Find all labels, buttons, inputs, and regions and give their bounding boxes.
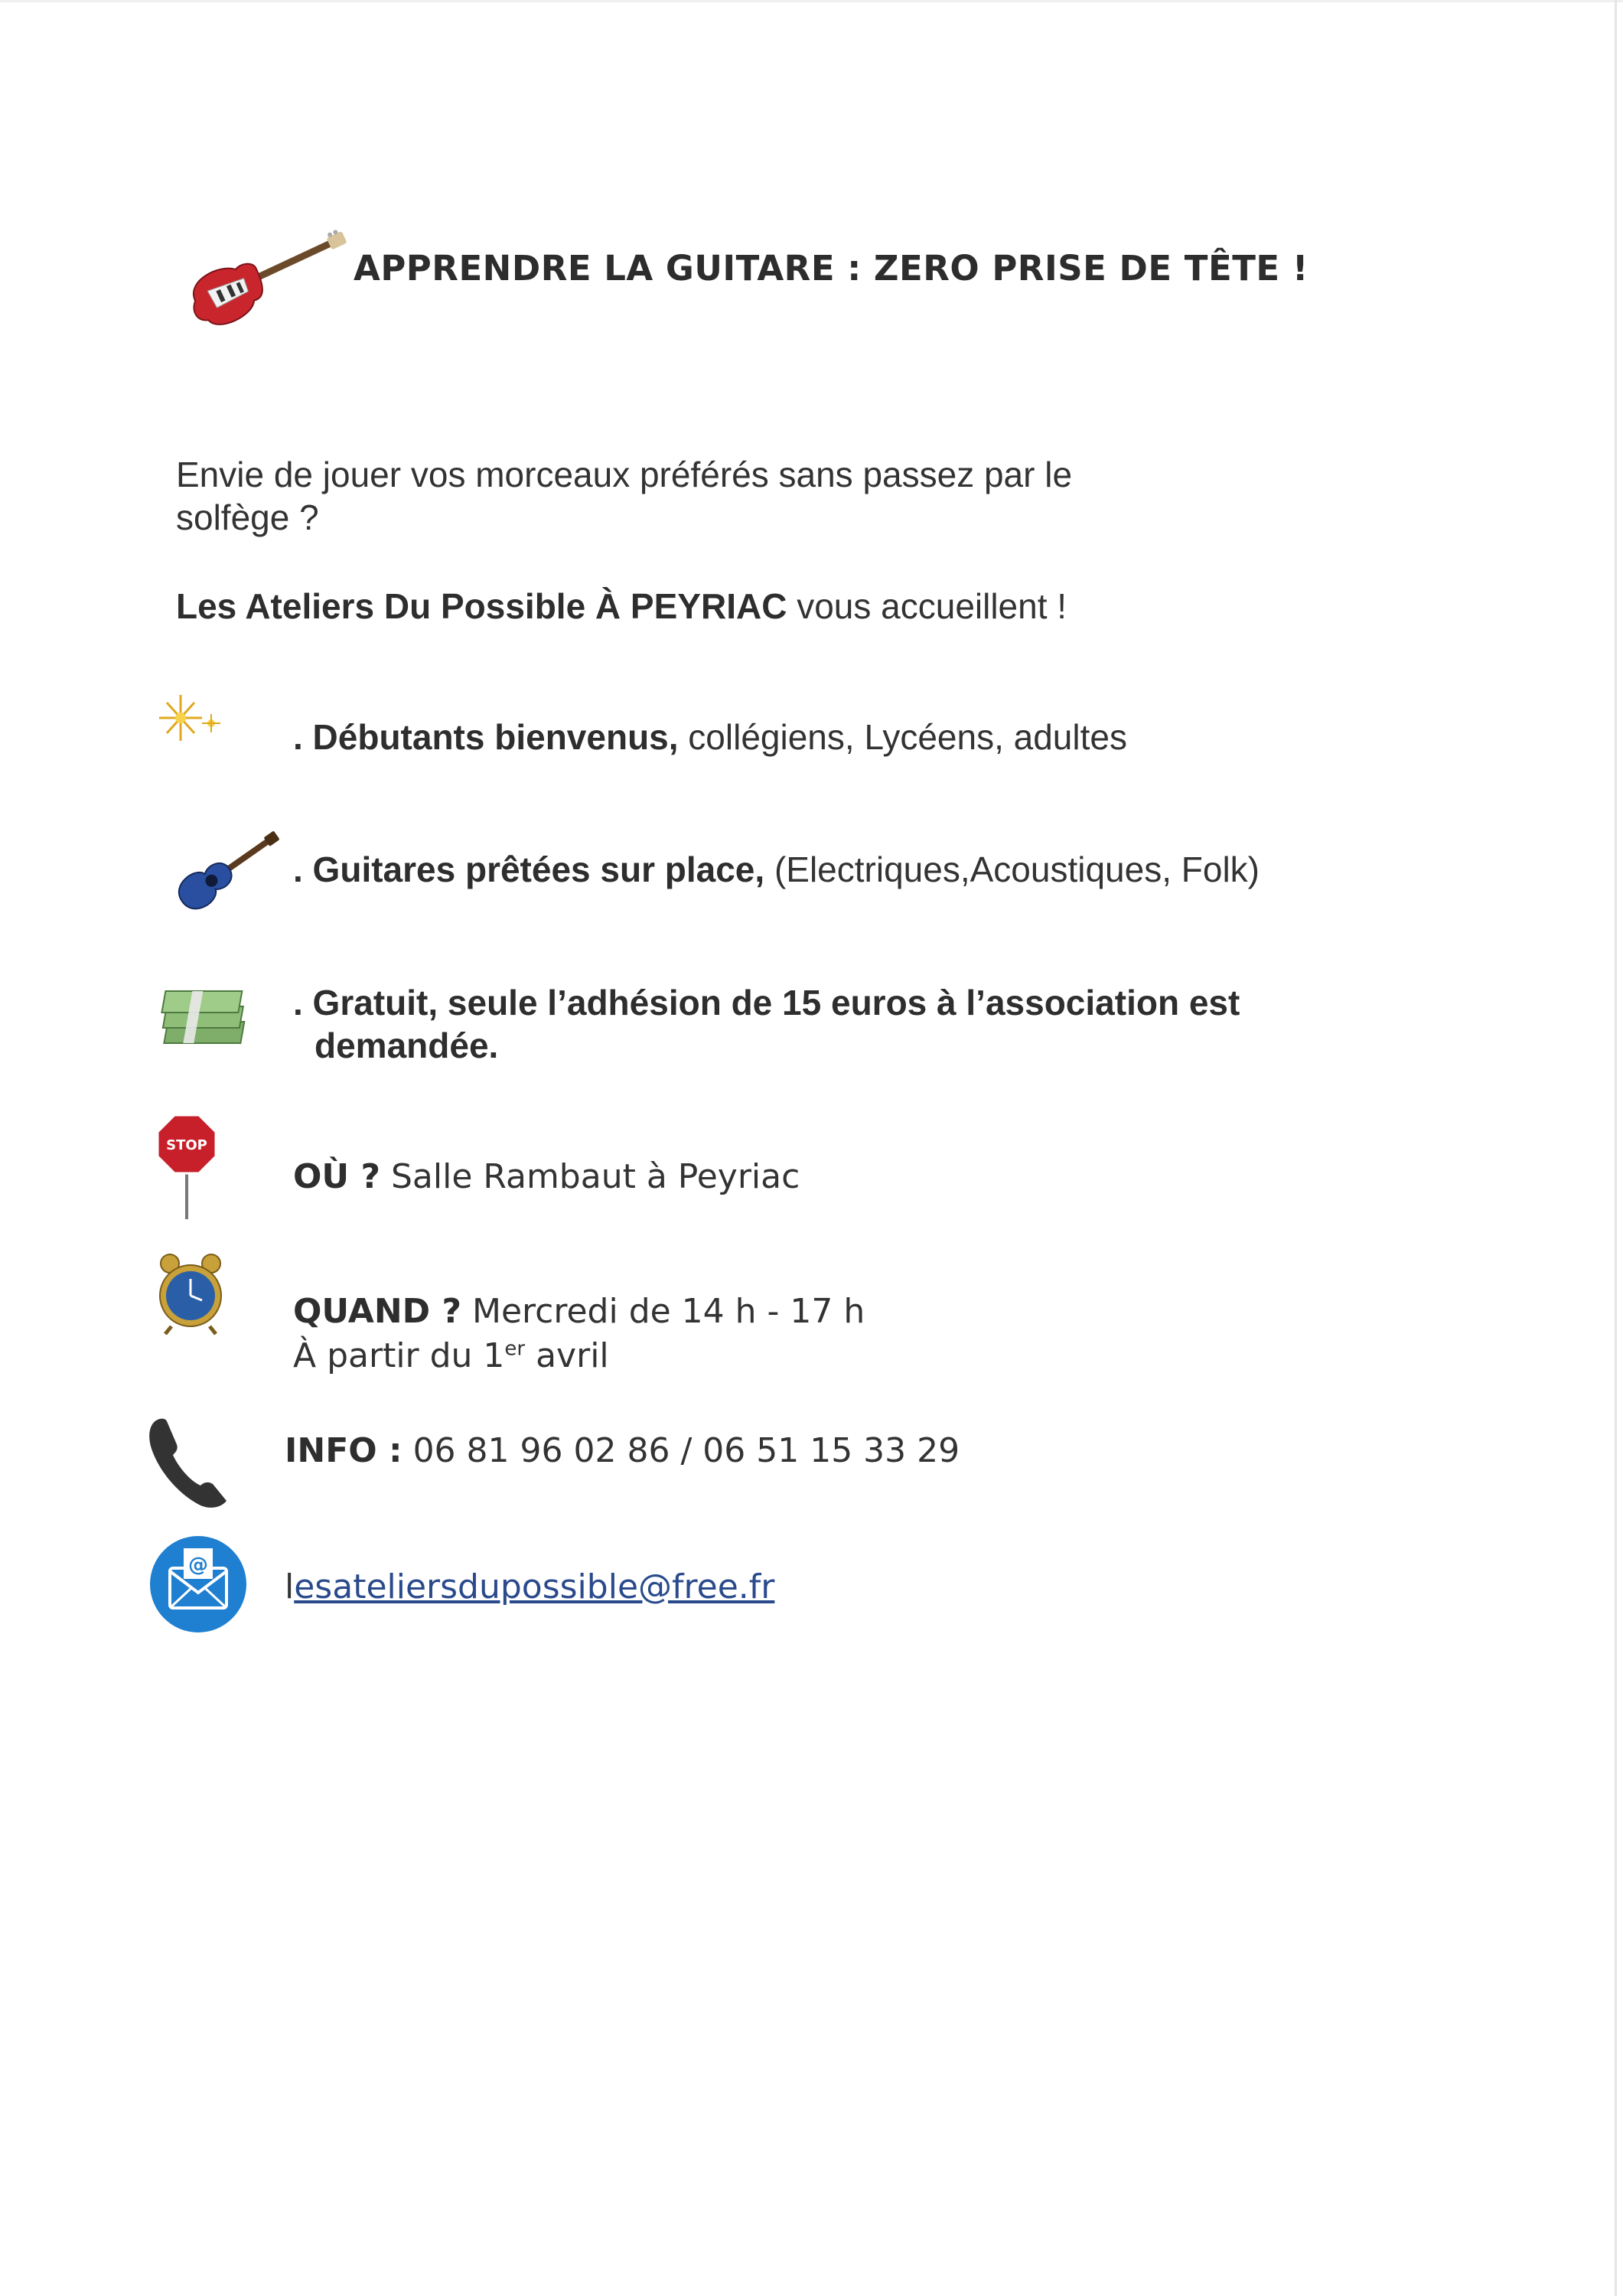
email-at-symbol: @ bbox=[188, 1554, 208, 1577]
phone-icon bbox=[147, 1412, 231, 1512]
info-label: INFO : bbox=[285, 1431, 402, 1470]
association-name: Les Ateliers Du Possible À PEYRIAC bbox=[176, 586, 787, 626]
guitares-text bbox=[293, 848, 1260, 891]
gratuit-text bbox=[293, 981, 1240, 1067]
quand-start-pre: À partir du 1 bbox=[293, 1336, 505, 1375]
quand-line-2 bbox=[293, 1334, 865, 1378]
info-value: 06 81 96 02 86 / 06 51 15 33 29 bbox=[402, 1431, 960, 1470]
item-guitares bbox=[153, 830, 1454, 915]
page-right-edge bbox=[1615, 0, 1617, 2296]
debutants-text bbox=[293, 716, 1127, 758]
quand-start-sup: er bbox=[504, 1337, 526, 1361]
quand-label: QUAND ? bbox=[293, 1292, 462, 1331]
email-icon bbox=[148, 1534, 248, 1634]
item-info bbox=[153, 1412, 1454, 1512]
sparkle-icon bbox=[158, 691, 227, 752]
page-title: APPRENDRE LA GUITARE : ZERO PRISE DE TÊTE ! bbox=[354, 248, 1309, 289]
gratuit-line-2: demandée. bbox=[314, 1026, 499, 1065]
welcome-rest: vous accueillent ! bbox=[787, 586, 1067, 626]
item-ou bbox=[153, 1114, 1454, 1221]
email-text bbox=[285, 1565, 774, 1609]
page-top-edge bbox=[0, 0, 1623, 2]
quand-start-post: avril bbox=[525, 1336, 609, 1375]
item-gratuit bbox=[153, 972, 1454, 1079]
email-first-letter: l bbox=[285, 1567, 295, 1606]
guitares-rest: (Electriques,Acoustiques, Folk) bbox=[764, 850, 1260, 889]
item-email bbox=[153, 1534, 1454, 1634]
info-text bbox=[285, 1429, 960, 1473]
acoustic-guitar-icon bbox=[170, 830, 285, 915]
alarm-clock-icon bbox=[156, 1251, 225, 1336]
intro-line-1: Envie de jouer vos morceaux préférés sans passez par le bbox=[176, 455, 1073, 494]
item-quand bbox=[153, 1251, 1454, 1389]
email-link[interactable]: esateliersdupossible@free.fr bbox=[294, 1567, 775, 1606]
ou-label: OÙ ? bbox=[293, 1157, 380, 1196]
debutants-bold: . Débutants bienvenus, bbox=[293, 717, 679, 757]
quand-text bbox=[293, 1290, 865, 1378]
ou-value: Salle Rambaut à Peyriac bbox=[380, 1157, 800, 1196]
item-debutants bbox=[153, 693, 1454, 757]
stop-sign-label: STOP bbox=[166, 1137, 207, 1153]
quand-line-1 bbox=[293, 1290, 865, 1334]
intro-line-2: solfège ? bbox=[176, 497, 319, 537]
intro-text bbox=[176, 453, 1247, 539]
ou-text bbox=[293, 1155, 800, 1199]
stop-sign-icon bbox=[156, 1114, 217, 1221]
money-icon bbox=[156, 980, 263, 1064]
gratuit-line-1: . Gratuit, seule l’adhésion de 15 euros à l’association est bbox=[293, 983, 1240, 1022]
welcome-text bbox=[176, 585, 1067, 628]
title-row bbox=[184, 222, 1484, 344]
debutants-rest: collégiens, Lycéens, adultes bbox=[678, 717, 1127, 757]
guitares-bold: . Guitares prêtées sur place, bbox=[293, 850, 765, 889]
electric-guitar-icon bbox=[184, 222, 352, 329]
quand-value: Mercredi de 14 h - 17 h bbox=[461, 1292, 865, 1331]
